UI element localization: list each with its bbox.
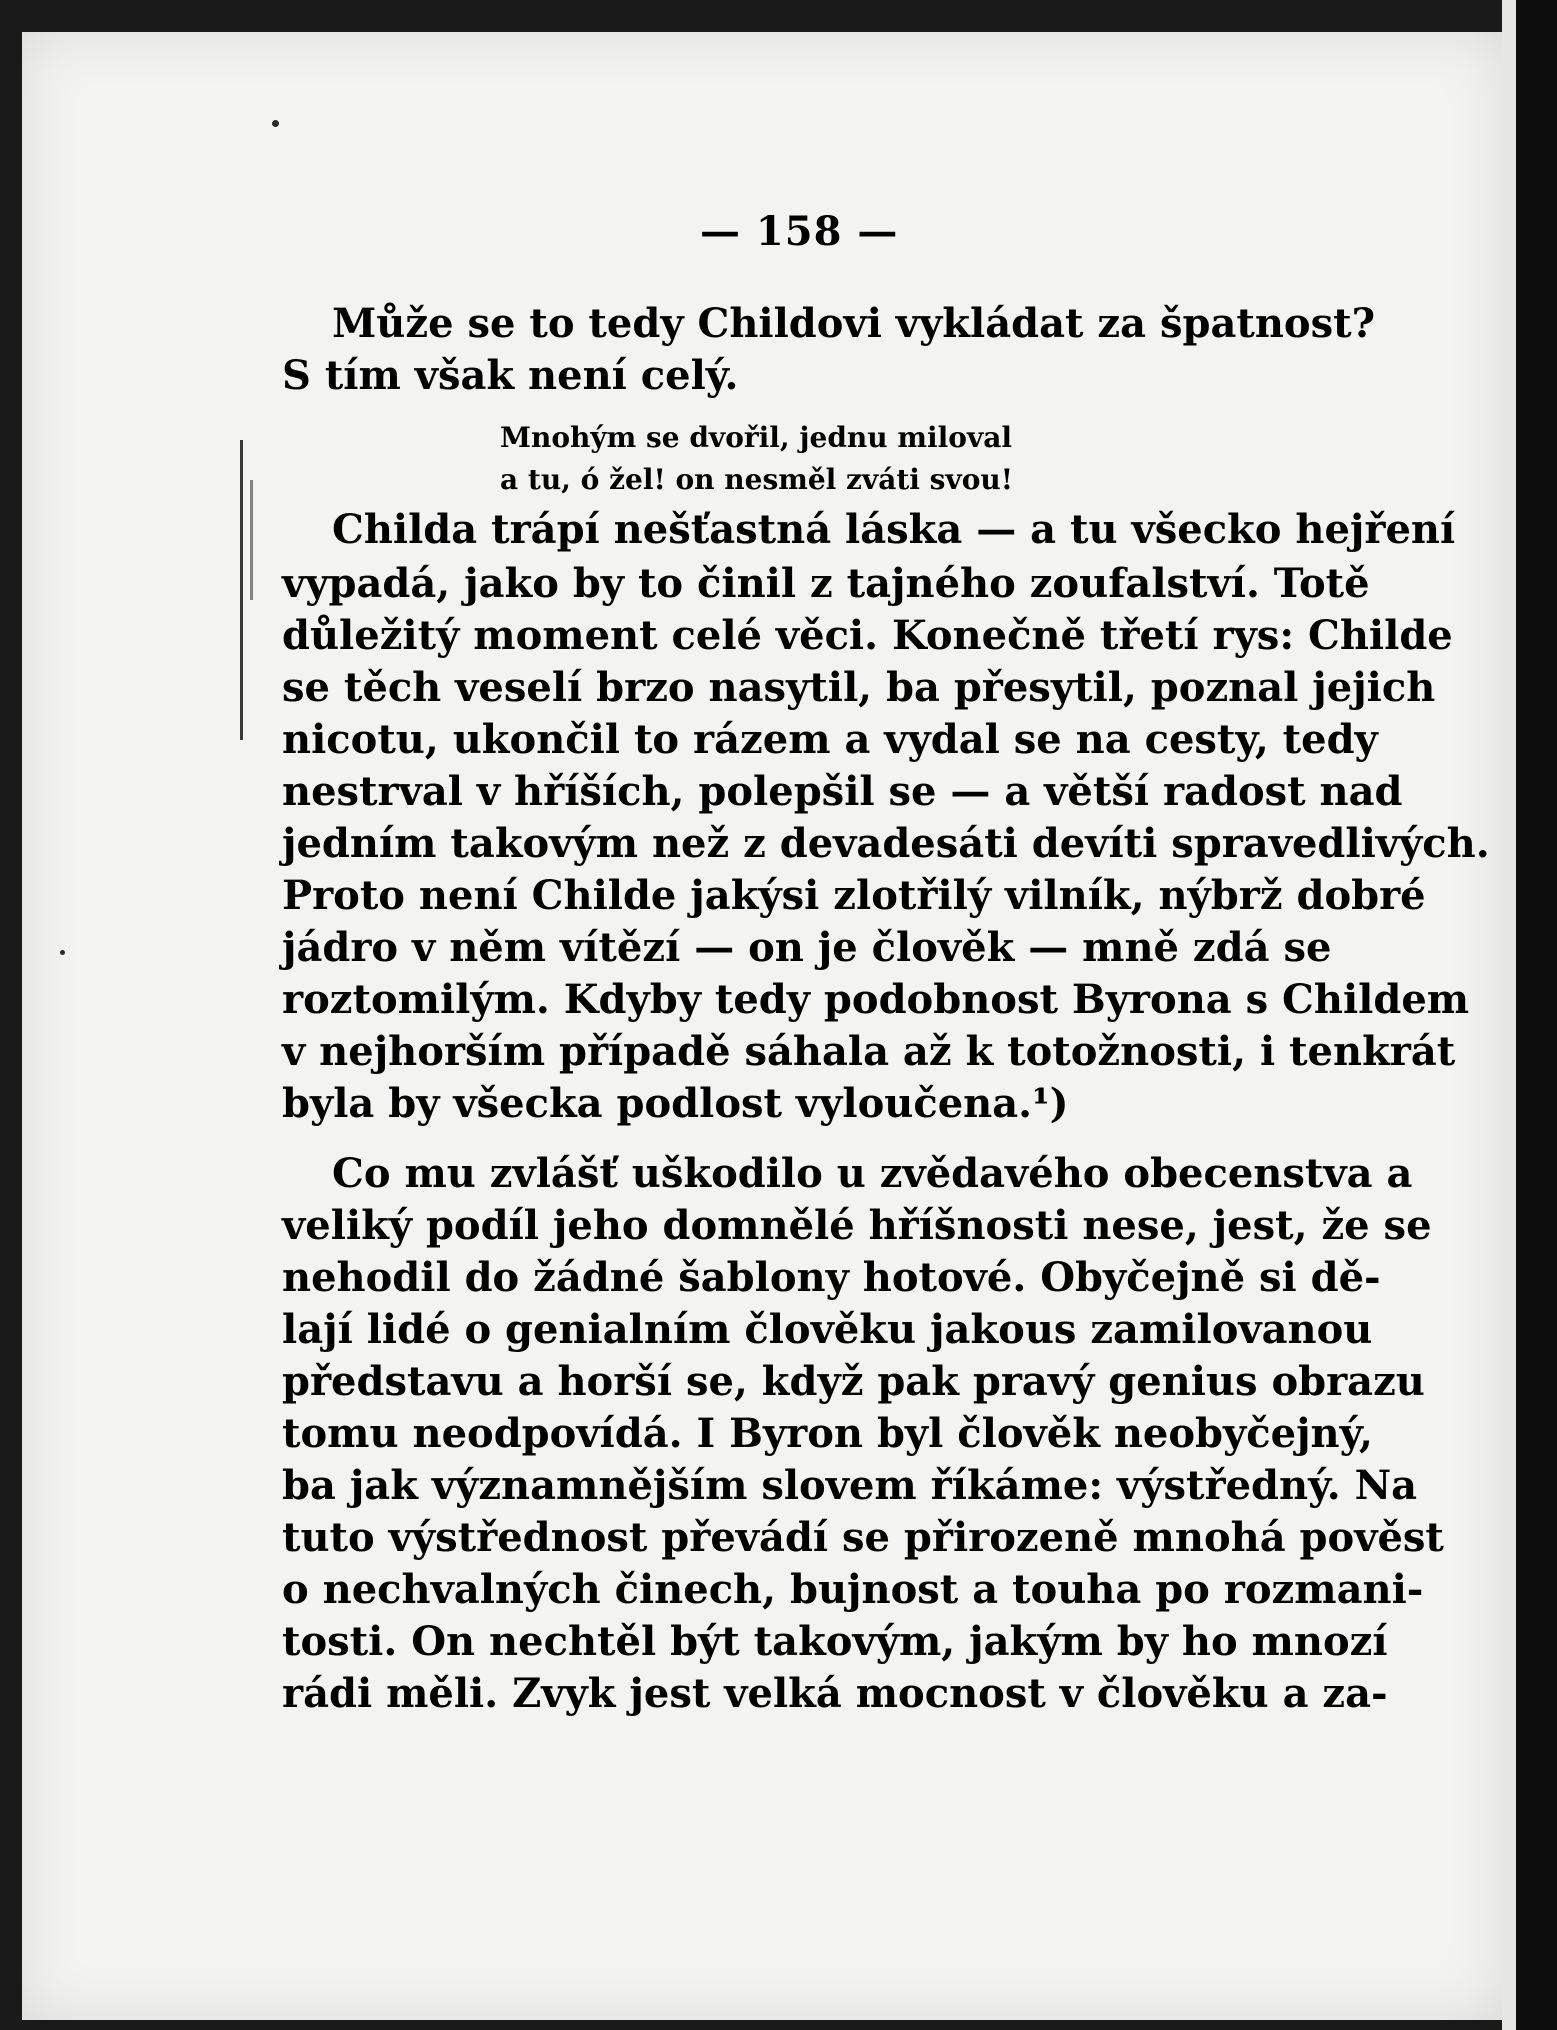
margin-mark (240, 440, 243, 740)
page-fold (1502, 0, 1516, 2030)
text-line: tuto výstřednost převádí se přirozeně mnohá pověst (282, 1514, 1444, 1561)
text-line: roztomilým. Kdyby tedy podobnost Byrona s Childem (282, 976, 1470, 1023)
text-line: jedním takovým než z devadesáti devíti spravedlivých. (282, 820, 1490, 867)
scan-speck (272, 120, 279, 127)
text-line: představu a horší se, když pak pravý genius obrazu (282, 1358, 1425, 1405)
text-line: vypadá, jako by to činil z tajného zoufalství. Totě (282, 560, 1370, 607)
text-line: Childa trápí nešťastná láska — a tu všecko hejření (332, 506, 1456, 553)
text-line: nestrval v hříších, polepšil se — a větší radost nad (282, 768, 1403, 815)
text-line: ba jak významnějším slovem říkáme: výstředný. Na (282, 1462, 1418, 1509)
margin-mark (250, 480, 253, 600)
page-number: — 158 — (700, 208, 899, 255)
text-line: jádro v něm vítězí — on je člověk — mně zdá se (282, 924, 1332, 971)
text-line: Může se to tedy Childovi vykládat za špatnost? (332, 300, 1376, 347)
text-line: tomu neodpovídá. I Byron byl člověk neobyčejný, (282, 1410, 1373, 1457)
text-line: tosti. On nechtěl být takovým, jakým by ho mnozí (282, 1618, 1388, 1665)
text-line: veliký podíl jeho domnělé hříšnosti nese, jest, že se (282, 1202, 1432, 1249)
text-line: nicotu, ukončil to rázem a vydal se na cesty, tedy (282, 716, 1378, 763)
text-line: lají lidé o genialním člověku jakous zamilovanou (282, 1306, 1373, 1353)
scan-speck (60, 950, 65, 955)
text-line: S tím však není celý. (282, 352, 739, 399)
text-line: v nejhorším případě sáhala až k totožnosti, i tenkrát (282, 1028, 1456, 1075)
text-line: o nechvalných činech, bujnost a touha po rozmani- (282, 1566, 1424, 1613)
text-line: se těch veselí brzo nasytil, ba přesytil, poznal jejich (282, 664, 1436, 711)
verse-line: Mnohým se dvořil, jednu miloval (500, 421, 1013, 454)
text-line: Proto není Childe jakýsi zlotřilý vilník, nýbrž dobré (282, 872, 1426, 919)
text-line: Co mu zvlášť uškodilo u zvědavého obecenstva a (332, 1150, 1413, 1197)
text-line: byla by všecka podlost vyloučena.¹) (282, 1080, 1069, 1127)
text-line: nehodil do žádné šablony hotové. Obyčejně si dě- (282, 1254, 1381, 1301)
scan-edge (1502, 0, 1557, 2030)
verse-line: a tu, ó žel! on nesměl zváti svou! (500, 463, 1014, 496)
text-line: rádi měli. Zvyk jest velká mocnost v člověku a za- (282, 1670, 1388, 1717)
text-line: důležitý moment celé věci. Konečně třetí rys: Childe (282, 612, 1453, 659)
